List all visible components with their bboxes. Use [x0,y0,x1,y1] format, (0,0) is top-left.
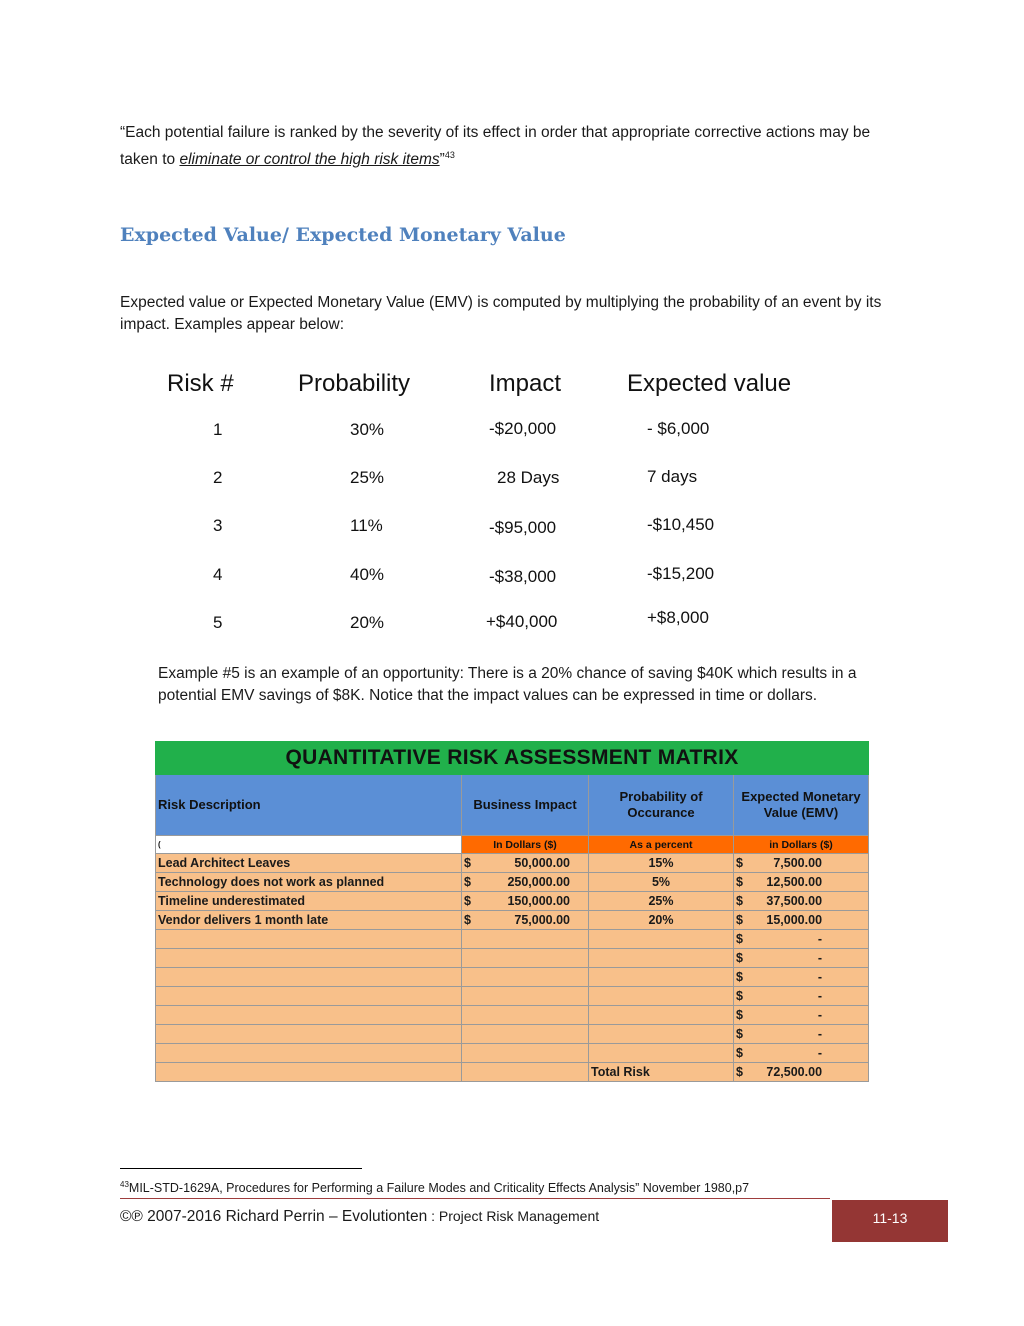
row3-impact: -$95,000 [489,518,557,537]
units-emv: in Dollars ($) [734,836,869,854]
row4-expected: -$15,200 [647,564,715,583]
footer-copyright: ©℗ 2007-2016 Richard Perrin – Evolutionten [120,1208,428,1225]
emv-amount: - [817,1027,823,1041]
probability-cell[interactable]: 20% [589,911,734,930]
emv-currency: $ [736,894,743,908]
footnote-text: MIL-STD-1629A, Procedures for Performing a Failure Modes and Criticality Effects Analysis” November 1980,p7 [128,1181,750,1196]
risk-assessment-matrix [155,741,869,1082]
emv-amount: - [817,970,823,984]
business-impact-cell[interactable] [462,968,589,987]
row2-impact: 28 Days [497,468,560,487]
page-number: 11-13 [832,1200,948,1242]
header-business-impact: Business Impact [462,775,589,836]
risk-description-cell[interactable] [156,968,462,987]
emv-currency: $ [736,1046,743,1060]
risk-description-cell[interactable] [156,930,462,949]
row4-impact: -$38,000 [489,567,557,586]
emv-cell [734,987,869,1006]
risk-description-cell[interactable] [156,987,462,1006]
business-impact-cell[interactable] [462,930,589,949]
quote-text: “Each potential failure is ranked by the severity of its effect in order that appropriate corrective actions may be taken to [120,124,871,169]
emv-amount: - [817,951,823,965]
impact-currency: $ [464,913,471,927]
emv-cell [734,1044,869,1063]
business-impact-cell[interactable] [462,1044,589,1063]
matrix-title: QUANTITATIVE RISK ASSESSMENT MATRIX [156,742,869,775]
matrix-row [156,987,869,1006]
probability-cell[interactable]: 5% [589,873,734,892]
probability-cell[interactable] [589,1006,734,1025]
risk-description-cell[interactable] [156,1044,462,1063]
matrix-row [156,854,869,873]
row1-expected: - $6,000 [647,419,710,438]
emv-currency: $ [736,989,743,1003]
row2-risk: 2 [213,468,223,487]
header-expected-value: Expected value [627,370,792,397]
emv-amount: 15,000.00 [766,913,823,927]
matrix-row [156,968,869,987]
header-risk: Risk # [167,370,234,397]
footnote-ref[interactable]: 43 [444,150,455,160]
probability-cell[interactable] [589,930,734,949]
header-impact: Impact [489,370,562,397]
emv-cell [734,892,869,911]
impact-amount: 150,000.00 [507,894,570,908]
business-impact-cell[interactable] [462,987,589,1006]
emv-cell [734,911,869,930]
risk-description-cell[interactable] [156,1006,462,1025]
emv-currency: $ [736,913,743,927]
business-impact-cell[interactable] [462,949,589,968]
row1-probability: 30% [350,420,385,439]
units-probability: As a percent [589,836,734,854]
matrix-header-row [156,775,869,836]
business-impact-cell[interactable] [462,892,589,911]
emv-cell [734,873,869,892]
matrix-row [156,892,869,911]
matrix-body [156,854,869,1063]
header-probability: Probability [298,370,411,397]
matrix-row [156,930,869,949]
emv-currency: $ [736,1008,743,1022]
row2-expected: 7 days [647,467,698,486]
emv-cell [734,1025,869,1044]
footer [120,1208,599,1226]
emv-cell [734,1006,869,1025]
row3-risk: 3 [213,516,223,535]
total-row [156,1063,869,1082]
row5-impact: +$40,000 [486,612,558,631]
emv-amount: - [817,932,823,946]
row2-probability: 25% [350,468,385,487]
probability-cell[interactable] [589,968,734,987]
probability-cell[interactable] [589,1044,734,1063]
probability-cell[interactable] [589,949,734,968]
risk-description-cell[interactable] [156,1025,462,1044]
probability-cell[interactable]: 25% [589,892,734,911]
footnote-divider [120,1168,362,1169]
business-impact-cell[interactable] [462,1025,589,1044]
footer-subtitle: : Project Risk Management [427,1208,600,1224]
emv-amount: 12,500.00 [766,875,823,889]
matrix-title-row [156,742,869,775]
emv-amount: - [817,1008,823,1022]
emv-amount: 7,500.00 [773,856,823,870]
total-currency: $ [736,1065,743,1079]
business-impact-cell[interactable] [462,1006,589,1025]
impact-currency: $ [464,856,471,870]
row1-impact: -$20,000 [489,419,557,438]
emv-amount: - [817,989,823,1003]
total-value [734,1063,869,1082]
row1-risk: 1 [213,420,223,439]
business-impact-cell[interactable] [462,854,589,873]
business-impact-cell[interactable] [462,873,589,892]
risk-description-cell[interactable]: Timeline underestimated [156,892,462,911]
row5-probability: 20% [350,613,385,632]
impact-currency: $ [464,894,471,908]
emv-cell [734,968,869,987]
total-blank-2[interactable] [462,1063,589,1082]
header-risk-description: Risk Description [156,775,462,836]
probability-cell[interactable] [589,1025,734,1044]
quote-paragraph [120,122,910,171]
quote-emphasis: eliminate or control the high risk items [179,151,440,169]
risk-description-cell[interactable] [156,949,462,968]
risk-description-cell[interactable]: Technology does not work as planned [156,873,462,892]
emv-cell [734,930,869,949]
total-blank-1[interactable] [156,1063,462,1082]
matrix-row [156,949,869,968]
probability-cell[interactable] [589,987,734,1006]
impact-currency: $ [464,875,471,889]
row3-probability: 11% [350,516,383,535]
business-impact-cell[interactable] [462,911,589,930]
example-note: Example #5 is an example of an opportunity: There is a 20% chance of saving $40K which results in a potential EMV savings of $8K. Notice that the impact values can be expressed in time or dollars. [158,665,857,704]
emv-currency: $ [736,932,743,946]
quote-close: ” [439,151,445,169]
emv-currency: $ [736,951,743,965]
emv-amount: 37,500.00 [766,894,823,908]
footer-divider [120,1198,830,1199]
probability-cell[interactable]: 15% [589,854,734,873]
row4-probability: 40% [350,565,385,584]
total-amount: 72,500.00 [766,1065,823,1079]
emv-currency: $ [736,970,743,984]
emv-currency: $ [736,875,743,889]
header-emv: Expected Monetary Value (EMV) [734,775,869,836]
row5-expected: +$8,000 [647,608,709,627]
matrix-row [156,873,869,892]
impact-amount: 50,000.00 [514,856,570,870]
row5-risk: 5 [213,613,223,632]
matrix-row [156,1044,869,1063]
risk-description-cell[interactable]: Vendor delivers 1 month late [156,911,462,930]
emv-currency: $ [736,856,743,870]
impact-amount: 250,000.00 [507,875,570,889]
units-impact: In Dollars ($) [462,836,589,854]
units-description[interactable]: ( [156,836,462,854]
emv-currency: $ [736,1027,743,1041]
emv-cell [734,949,869,968]
matrix-units-row [156,836,869,854]
section-heading: Expected Value/ Expected Monetary Value [120,224,566,246]
matrix-row [156,1006,869,1025]
footnote [120,1180,749,1195]
row3-expected: -$10,450 [647,515,715,534]
total-label: Total Risk [589,1063,734,1082]
matrix-row [156,911,869,930]
intro-paragraph: Expected value or Expected Monetary Value (EMV) is computed by multiplying the probability of an event by its impact. Examples appear below: [120,294,882,333]
matrix-row [156,1025,869,1044]
emv-cell [734,854,869,873]
footnote-number: 43 [120,1180,129,1189]
row4-risk: 4 [213,565,223,584]
emv-amount: - [817,1046,823,1060]
impact-amount: 75,000.00 [514,913,570,927]
header-probability: Probability of Occurance [589,775,734,836]
risk-description-cell[interactable]: Lead Architect Leaves [156,854,462,873]
